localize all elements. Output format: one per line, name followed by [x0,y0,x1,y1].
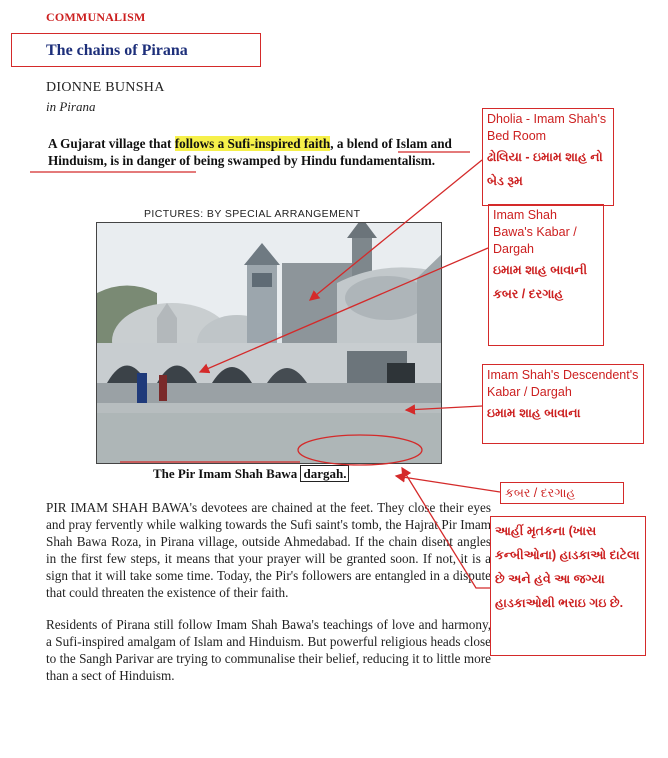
photo-credit: PICTURES: BY SPECIAL ARRANGEMENT [144,208,361,220]
section-label: COMMUNALISM [46,10,146,24]
lead-text-1: A Gujarat village that [48,136,175,151]
article-title: The chains of Pirana [46,42,188,59]
dargah-photo-drawing [97,223,442,464]
body-paragraph-1: PIR IMAM SHAH BAWA's devotees are chained at the feet. They close their eyes and pray fervently while walking towards the Sufi saint's tomb, the Hajrat Pir Imam Shah Bawa Roza, in Pirana village, outside Ahmedabad. If the chain disent angles in the first few steps, it means that your prayer will be granted soon. If not, it is a sign that it will take some time. Today, the Pir's followers are entangled in a dispute that could threaten the existence of their faith. [46,500,491,600]
dateline: in Pirana [46,99,96,114]
annotation-imam-kabar-gujarati: ઇમામ શાહ બાવાની કબર / દરગાહ [493,263,588,301]
caption-boxed-word: dargah. [300,465,349,482]
author-byline: DIONNE BUNSHA [46,80,165,95]
lead-highlight: follows a Sufi-inspired faith [174,136,331,151]
lead-paragraph [48,135,468,169]
annotation-kabar-dargah-gujarati: કબર / દરગાહ [505,486,576,500]
caption-text: The Pir Imam Shah Bawa [153,466,301,481]
lead-text-2: , a blend of Islam and Hinduism, is in danger of being swamped by Hindu fundamentalism. [48,136,452,168]
annotation-dholia-english: Dholia - Imam Shah's Bed Room [487,112,607,143]
annotation-descendent-kabar-gujarati: ઇમામ શાહ બાવાના [487,406,581,420]
annotation-bones-note [490,516,646,656]
annotation-imam-kabar-english: Imam Shah Bawa's Kabar / Dargah [493,208,577,256]
annotation-bones-note-gujarati: આહીં મૃતકના (ખાસ કન્બીઓના) હાડકાઓ દાટેલા છે અને હવે આ જગ્યા હાડકાઓથી ભરાઇ ગઇ છે. [495,524,640,610]
annotation-descendent-kabar [482,364,644,444]
dargah-photo [96,222,442,464]
annotation-imam-kabar [488,204,604,346]
arrow-kabar-dargah [396,476,500,492]
photo-caption [153,466,349,482]
article-body [46,499,491,699]
annotation-dholia [482,108,614,206]
annotation-descendent-kabar-english: Imam Shah's Descendent's Kabar / Dargah [487,368,639,399]
annotation-kabar-dargah [500,482,624,504]
annotation-dholia-gujarati: ઢોલિયા - ઇમામ શાહ નો બેડ રૂમ [487,150,603,188]
body-paragraph-2: Residents of Pirana still follow Imam Shah Bawa's teachings of love and harmony, a Sufi-inspired amalgam of Islam and Hinduism. But powerful religious heads close to the Sangh Parivar are trying to communalise their belief, reducing it to little more than a sect of Hinduism. [46,617,491,683]
